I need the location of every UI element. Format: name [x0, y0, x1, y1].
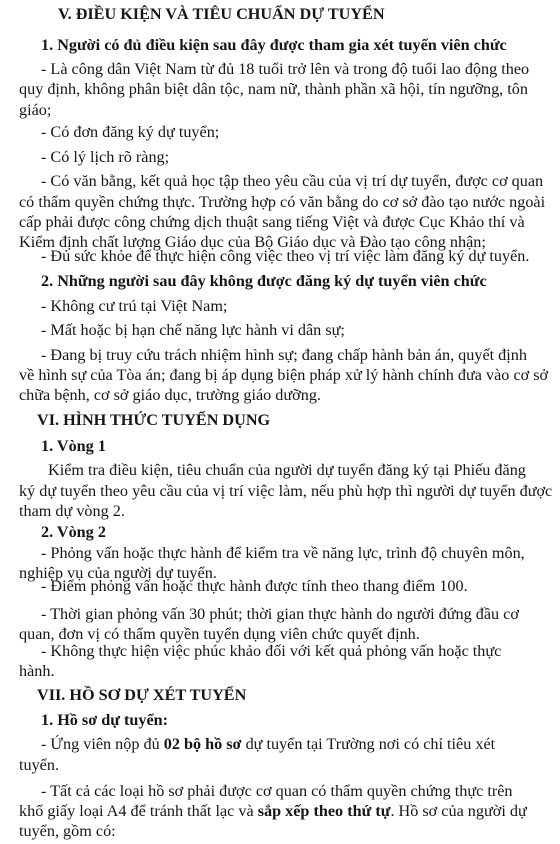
- bold-text-run: sắp xếp theo thứ tự: [257, 802, 391, 820]
- text-run: dự tuyển tại Trường nơi có chỉ tiêu xét: [241, 735, 496, 753]
- text-line: - Phỏng vấn hoặc thực hành để kiểm tra về năng lực, trình độ chuyên môn,: [41, 544, 525, 562]
- text-line: - Không cư trú tại Việt Nam;: [41, 297, 228, 315]
- text-line: Kiểm tra điều kiện, tiêu chuẩn của người dự tuyển đăng ký tại Phiếu đăng: [48, 461, 526, 479]
- section-v-heading: V. ĐIỀU KIỆN VÀ TIÊU CHUẨN DỰ TUYỂN: [58, 5, 385, 23]
- text-line: - Mất hoặc bị hạn chế năng lực hành vi dân sự;: [41, 321, 345, 339]
- text-line: - Thời gian phỏng vấn 30 phút; thời gian thực hành do người đứng đầu cơ: [41, 605, 519, 623]
- text-line: quy định, không phân biệt dân tộc, nam nữ, thành phần xã hội, tín ngưỡng, tôn: [19, 80, 528, 98]
- section-v-sub2-heading: 2. Những người sau đây không được đăng ký dự tuyển viên chức: [41, 272, 487, 290]
- text-line: - Đủ sức khỏe để thực hiện công việc theo vị trí việc làm đăng ký dự tuyển.: [41, 247, 530, 265]
- text-line: - Đang bị truy cứu trách nhiệm hình sự; đang chấp hành bản án, quyết định: [41, 346, 527, 364]
- text-line: có thẩm quyền chứng thực. Trường hợp có văn bằng do cơ sở đào tạo nước ngoài: [19, 193, 546, 211]
- section-vii-heading: VII. HỒ SƠ DỰ XÉT TUYỂN: [37, 686, 247, 704]
- round-1-heading: 1. Vòng 1: [41, 437, 106, 455]
- text-line: - Có lý lịch rõ ràng;: [41, 148, 170, 166]
- text-line: cấp phải được công chứng dịch thuật sang tiếng Việt và được Cục Khảo thí và: [19, 213, 525, 231]
- text-line: - Tất cả các loại hồ sơ phải được cơ quan có thẩm quyền chứng thực trên: [41, 782, 513, 800]
- section-vii-sub1-heading: 1. Hồ sơ dự tuyển:: [41, 711, 169, 729]
- text-line: [19, 801, 527, 821]
- text-line: - Không thực hiện việc phúc khảo đối với kết quả phỏng vấn hoặc thực: [41, 642, 502, 660]
- text-run: - Ứng viên nộp đủ: [41, 735, 164, 753]
- text-line: về hình sự của Tòa án; đang bị áp dụng biện pháp xử lý hành chính đưa vào cơ sở: [19, 366, 549, 384]
- text-line: giáo;: [19, 101, 52, 119]
- section-vi-heading: VI. HÌNH THỨC TUYỂN DỤNG: [37, 411, 271, 429]
- text-line: - Có văn bằng, kết quả học tập theo yêu cầu của vị trí dự tuyển, được cơ quan: [41, 172, 544, 190]
- text-line: - Là công dân Việt Nam từ đủ 18 tuổi trở lên và trong độ tuổi lao động theo: [41, 60, 530, 78]
- text-line: - Điểm phỏng vấn hoặc thực hành được tính theo thang điểm 100.: [41, 577, 468, 595]
- text-line: - Có đơn đăng ký dự tuyển;: [41, 123, 220, 141]
- text-line: chữa bệnh, cơ sở giáo dục, trường giáo dưỡng.: [19, 386, 321, 404]
- text-line: nghiệp vụ của người dự tuyển.: [19, 564, 217, 582]
- text-run: khổ giấy loại A4 để tránh thất lạc và: [19, 802, 258, 820]
- bold-text-run: 02 bộ hồ sơ: [163, 735, 242, 753]
- section-v-sub1-heading: 1. Người có đủ điều kiện sau đây được tham gia xét tuyển viên chức: [41, 36, 507, 54]
- round-2-heading: 2. Vòng 2: [41, 523, 106, 541]
- text-line: tuyển, gồm có:: [19, 822, 116, 840]
- text-run: . Hồ sơ của người dự: [390, 802, 527, 820]
- text-line: hành.: [19, 662, 55, 680]
- text-line: quan, đơn vị có thẩm quyền tuyển dụng viên chức quyết định.: [19, 625, 420, 643]
- text-line: [41, 734, 495, 754]
- text-line: tham dự vòng 2.: [19, 502, 125, 520]
- text-line: Kiểm định chất lượng Giáo dục của Bộ Giáo dục và Đào tạo công nhận;: [19, 233, 486, 251]
- text-line: ký dự tuyển theo yêu cầu của vị trí việc làm, nếu phù hợp thì người dự tuyển được: [19, 482, 553, 500]
- text-line: tuyển.: [19, 756, 60, 774]
